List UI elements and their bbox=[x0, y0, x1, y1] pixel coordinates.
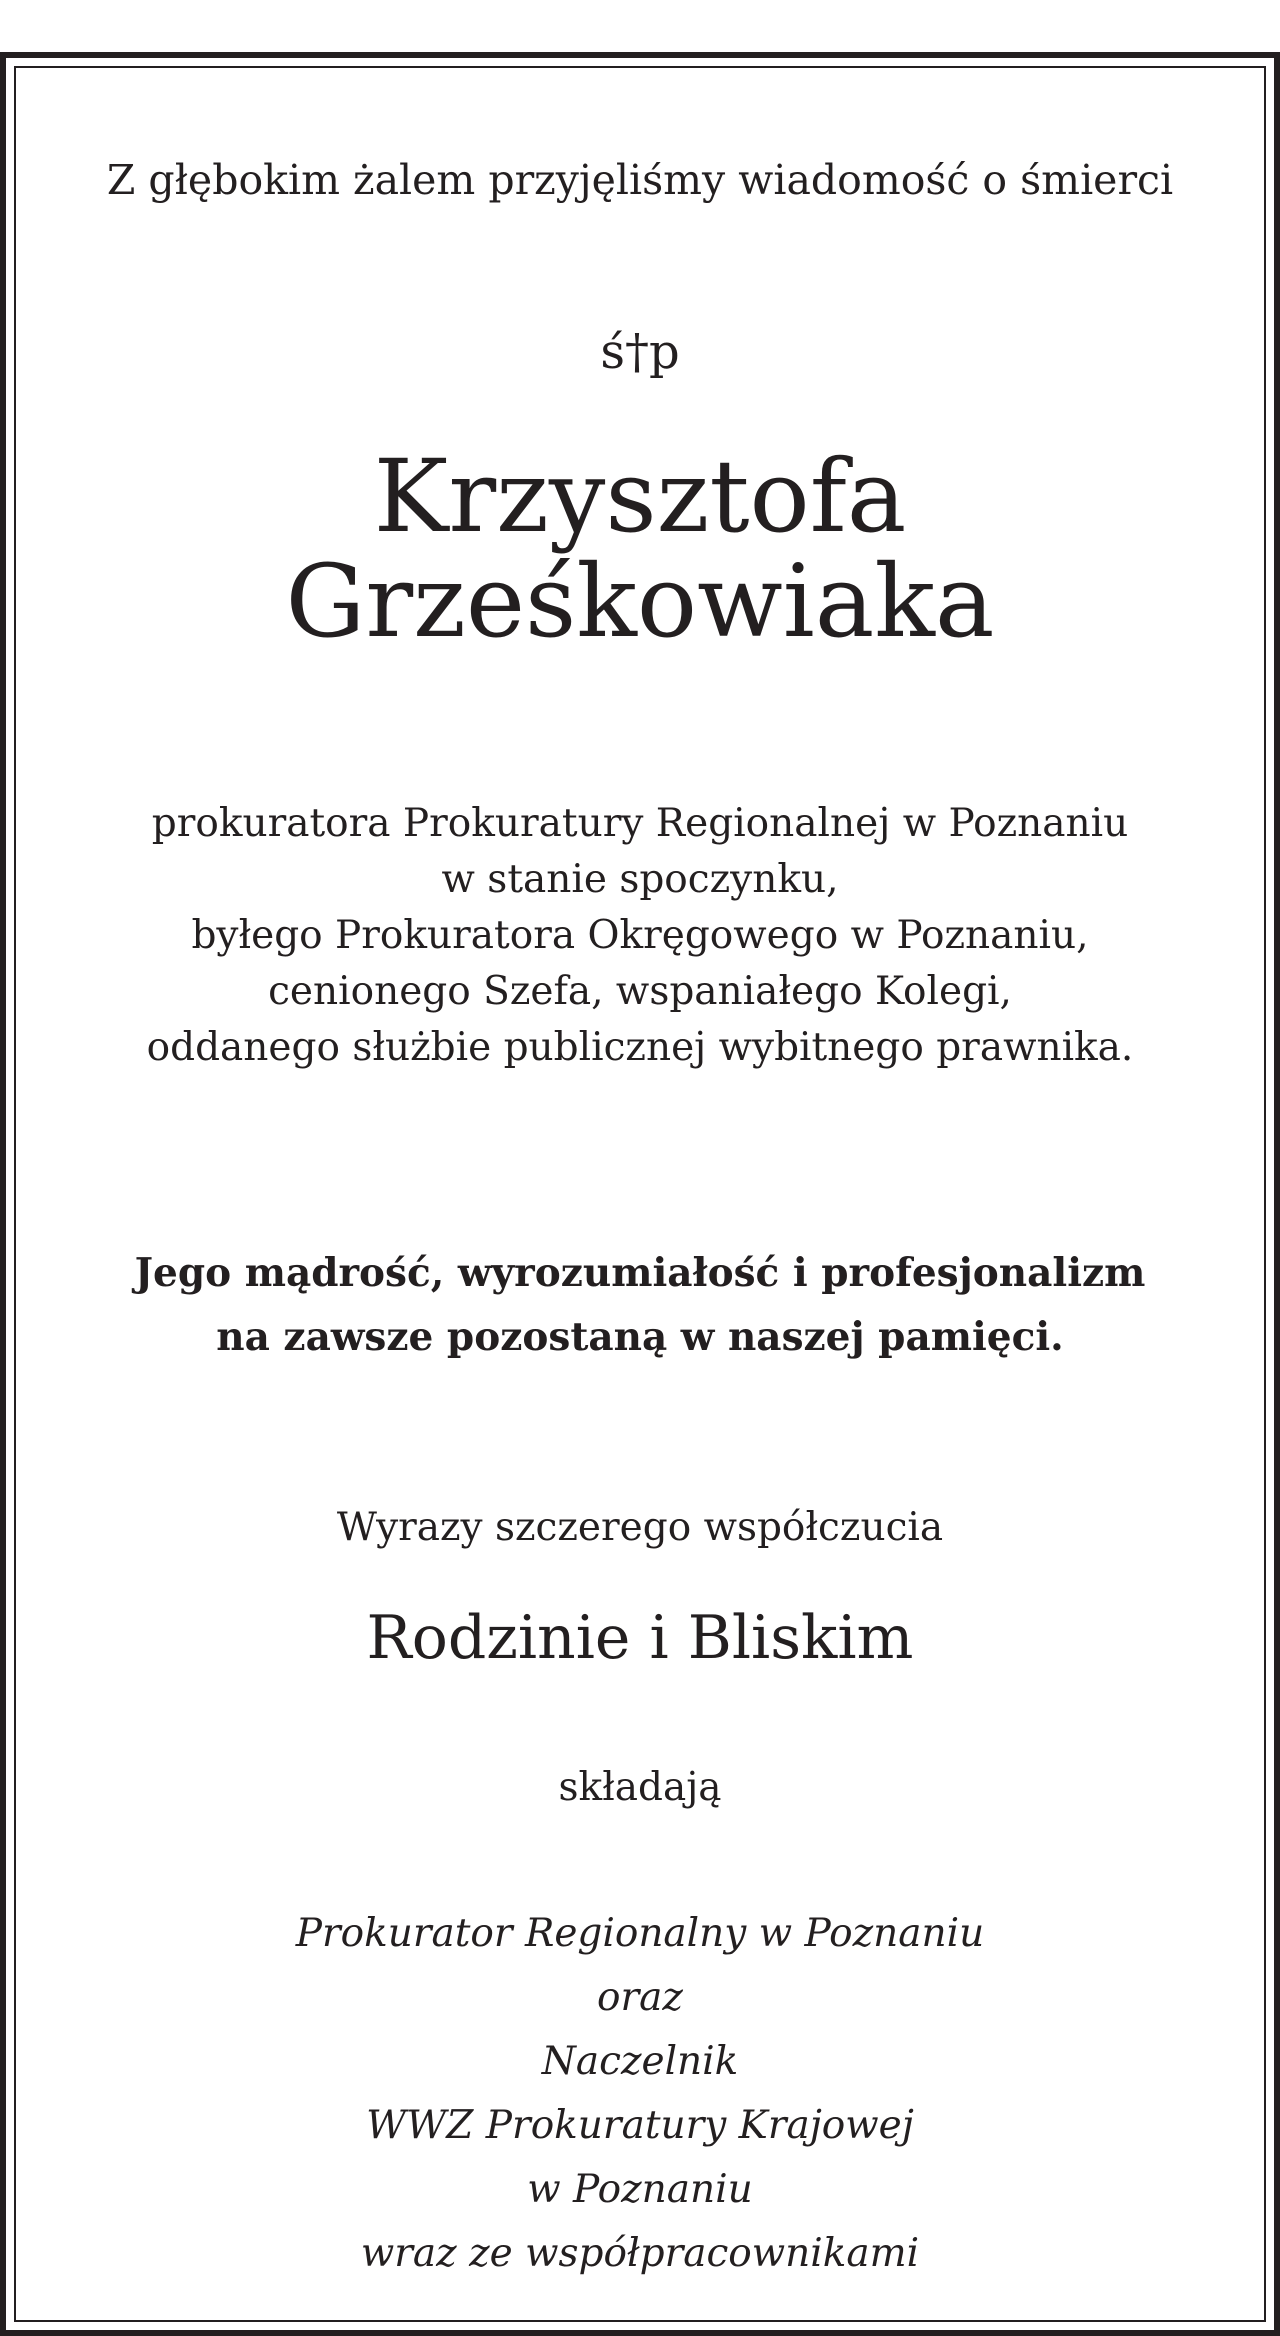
role-line: oddanego służbie publicznej wybitnego prawnika. bbox=[146, 1025, 1134, 1070]
honorific-stp bbox=[14, 324, 1266, 380]
role-line: prokuratora Prokuratury Regionalnej w Poznaniu bbox=[151, 801, 1129, 846]
intro-text bbox=[14, 152, 1266, 208]
honorific-text: ś†p bbox=[600, 324, 680, 380]
family-line: Rodzinie i Bliskim bbox=[366, 1603, 914, 1673]
intro-line: Z głębokim żalem przyjęliśmy wiadomość o śmierci bbox=[106, 156, 1174, 204]
submit-line: składają bbox=[558, 1765, 722, 1810]
signer-line: wraz ze współpracownikami bbox=[360, 2231, 920, 2276]
first-name: Krzysztofa bbox=[373, 438, 907, 555]
role-line: byłego Prokuratora Okręgowego w Poznaniu, bbox=[191, 913, 1089, 958]
memory-statement bbox=[14, 1241, 1266, 1369]
memory-line: Jego mądrość, wyrozumiałość i profesjonalizm bbox=[134, 1250, 1146, 1296]
signer-line: Naczelnik bbox=[541, 2039, 739, 2084]
signer-line: oraz bbox=[597, 1975, 683, 2020]
role-line: w stanie spoczynku, bbox=[441, 857, 839, 902]
family-recipients bbox=[14, 1602, 1266, 1674]
deceased-name bbox=[14, 438, 1266, 660]
signer-line: w Poznaniu bbox=[527, 2167, 753, 2212]
role-line: cenionego Szefa, wspaniałego Kolegi, bbox=[268, 969, 1012, 1014]
signers-block bbox=[14, 1902, 1266, 2286]
last-name: Grześkowiaka bbox=[285, 543, 995, 660]
role-description bbox=[14, 796, 1266, 1076]
sympathy-text bbox=[14, 1500, 1266, 1556]
memory-line: na zawsze pozostaną w naszej pamięci. bbox=[216, 1314, 1064, 1360]
signer-line: WWZ Prokuratury Krajowej bbox=[366, 2103, 914, 2148]
signer-line: Prokurator Regionalny w Poznaniu bbox=[295, 1911, 985, 1956]
submit-text bbox=[14, 1760, 1266, 1816]
sympathy-line: Wyrazy szczerego współczucia bbox=[336, 1505, 944, 1550]
